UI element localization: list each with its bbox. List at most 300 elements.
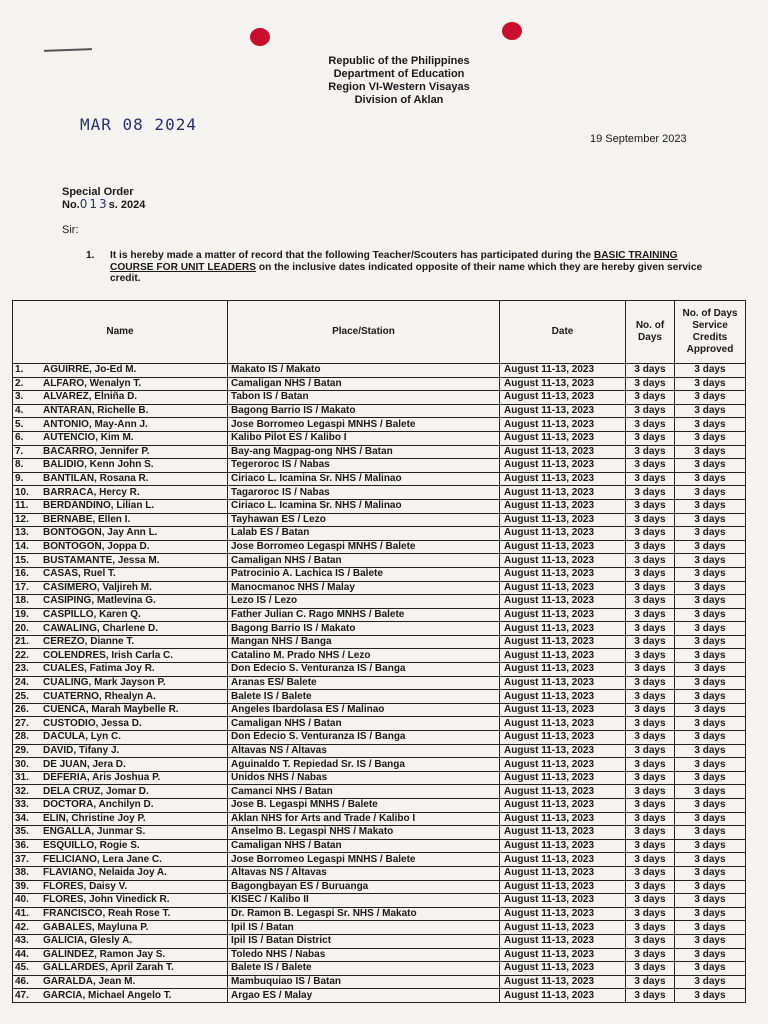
cell-credits: 3 days — [675, 459, 746, 473]
cell-place: Ciriaco L. Icamina Sr. NHS / Malinao — [228, 472, 500, 486]
participant-name: ALVAREZ, Elniña D. — [43, 391, 138, 403]
participant-name: BERNABE, Ellen I. — [43, 513, 131, 525]
table-row — [13, 404, 746, 418]
participant-name: ESQUILLO, Rogie S. — [43, 840, 140, 852]
cell-credits: 3 days — [675, 894, 746, 908]
cell-days: 3 days — [626, 812, 675, 826]
cell-date: August 11-13, 2023 — [500, 635, 626, 649]
cell-credits: 3 days — [675, 921, 746, 935]
cell-place: Tagaroroc IS / Nabas — [228, 486, 500, 500]
participant-name: GARCIA, Michael Angelo T. — [43, 989, 172, 1001]
cell-name — [13, 649, 228, 663]
row-number: 20. — [15, 622, 29, 634]
participant-name: CUALING, Mark Jayson P. — [43, 676, 166, 688]
cell-date: August 11-13, 2023 — [500, 445, 626, 459]
cell-date: August 11-13, 2023 — [500, 894, 626, 908]
table-row — [13, 581, 746, 595]
row-number: 10. — [15, 486, 29, 498]
cell-place: Altavas NS / Altavas — [228, 866, 500, 880]
cell-date: August 11-13, 2023 — [500, 948, 626, 962]
table-row — [13, 799, 746, 813]
cell-days: 3 days — [626, 717, 675, 731]
cell-date: August 11-13, 2023 — [500, 690, 626, 704]
row-number: 41. — [15, 908, 29, 920]
cell-place: Ipil IS / Batan — [228, 921, 500, 935]
cell-name — [13, 635, 228, 649]
table-row — [13, 839, 746, 853]
row-number: 27. — [15, 717, 29, 729]
cell-credits: 3 days — [675, 499, 746, 513]
cell-credits: 3 days — [675, 826, 746, 840]
letterhead-line-3: Region VI-Western Visayas — [328, 81, 470, 93]
cell-name — [13, 785, 228, 799]
table-row — [13, 445, 746, 459]
cell-credits: 3 days — [675, 472, 746, 486]
table-row — [13, 554, 746, 568]
table-row — [13, 785, 746, 799]
participant-name: ELIN, Christine Joy P. — [43, 812, 146, 824]
cell-date: August 11-13, 2023 — [500, 364, 626, 378]
row-number: 18. — [15, 595, 29, 607]
row-number: 24. — [15, 676, 29, 688]
cell-days: 3 days — [626, 445, 675, 459]
row-number: 29. — [15, 744, 29, 756]
punch-hole-left — [250, 28, 270, 46]
cell-name — [13, 445, 228, 459]
cell-credits: 3 days — [675, 812, 746, 826]
cell-days: 3 days — [626, 486, 675, 500]
row-number: 7. — [15, 445, 24, 457]
cell-name — [13, 703, 228, 717]
table-row — [13, 758, 746, 772]
cell-name — [13, 364, 228, 378]
row-number: 8. — [15, 459, 24, 471]
cell-name — [13, 989, 228, 1003]
letterhead-line-1: Republic of the Philippines — [328, 55, 470, 67]
cell-place: Bay-ang Magpag-ong NHS / Batan — [228, 445, 500, 459]
table-row — [13, 676, 746, 690]
table-row — [13, 540, 746, 554]
cell-date: August 11-13, 2023 — [500, 771, 626, 785]
participant-name: CASIMERO, Valjireh M. — [43, 581, 152, 593]
cell-date: August 11-13, 2023 — [500, 581, 626, 595]
row-number: 19. — [15, 608, 29, 620]
cell-date: August 11-13, 2023 — [500, 595, 626, 609]
cell-credits: 3 days — [675, 554, 746, 568]
cell-credits: 3 days — [675, 540, 746, 554]
cell-name — [13, 771, 228, 785]
cell-date: August 11-13, 2023 — [500, 812, 626, 826]
cell-place: Dr. Ramon B. Legaspi Sr. NHS / Makato — [228, 907, 500, 921]
row-number: 28. — [15, 731, 29, 743]
cell-place: Makato IS / Makato — [228, 364, 500, 378]
cell-date: August 11-13, 2023 — [500, 744, 626, 758]
paragraph-number: 1. — [86, 250, 95, 261]
cell-name — [13, 527, 228, 541]
cell-place: Bagong Barrio IS / Makato — [228, 404, 500, 418]
header-name: Name — [13, 301, 228, 364]
table-row — [13, 907, 746, 921]
participant-name: DEFERIA, Aris Joshua P. — [43, 772, 161, 784]
participant-name: BACARRO, Jennifer P. — [43, 445, 150, 457]
table-row — [13, 975, 746, 989]
header-date: Date — [500, 301, 626, 364]
row-number: 12. — [15, 513, 29, 525]
cell-date: August 11-13, 2023 — [500, 989, 626, 1003]
participant-name: BERDANDINO, Lilian L. — [43, 500, 155, 512]
table-row — [13, 962, 746, 976]
cell-place: Mambuquiao IS / Batan — [228, 975, 500, 989]
cell-credits: 3 days — [675, 567, 746, 581]
cell-credits: 3 days — [675, 649, 746, 663]
cell-credits: 3 days — [675, 622, 746, 636]
cell-credits: 3 days — [675, 581, 746, 595]
cell-credits: 3 days — [675, 962, 746, 976]
cell-days: 3 days — [626, 554, 675, 568]
cell-name — [13, 853, 228, 867]
cell-days: 3 days — [626, 962, 675, 976]
participant-name: BALIDIO, Kenn John S. — [43, 459, 154, 471]
cell-days: 3 days — [626, 431, 675, 445]
cell-credits: 3 days — [675, 880, 746, 894]
participants-table — [12, 300, 746, 1003]
cell-days: 3 days — [626, 622, 675, 636]
cell-date: August 11-13, 2023 — [500, 513, 626, 527]
cell-days: 3 days — [626, 513, 675, 527]
row-number: 26. — [15, 704, 29, 716]
cell-place: Lezo IS / Lezo — [228, 595, 500, 609]
participant-name: BARRACA, Hercy R. — [43, 486, 140, 498]
cell-days: 3 days — [626, 894, 675, 908]
cell-days: 3 days — [626, 731, 675, 745]
cell-date: August 11-13, 2023 — [500, 527, 626, 541]
cell-days: 3 days — [626, 377, 675, 391]
cell-credits: 3 days — [675, 785, 746, 799]
cell-credits: 3 days — [675, 608, 746, 622]
cell-days: 3 days — [626, 527, 675, 541]
cell-credits: 3 days — [675, 934, 746, 948]
table-row — [13, 731, 746, 745]
cell-days: 3 days — [626, 880, 675, 894]
row-number: 17. — [15, 581, 29, 593]
cell-days: 3 days — [626, 404, 675, 418]
cell-days: 3 days — [626, 921, 675, 935]
special-order-no-label: No. — [62, 199, 80, 211]
cell-name — [13, 431, 228, 445]
cell-date: August 11-13, 2023 — [500, 934, 626, 948]
cell-days: 3 days — [626, 635, 675, 649]
cell-days: 3 days — [626, 799, 675, 813]
cell-place: Kalibo Pilot ES / Kalibo I — [228, 431, 500, 445]
cell-credits: 3 days — [675, 513, 746, 527]
cell-days: 3 days — [626, 581, 675, 595]
row-number: 3. — [15, 391, 24, 403]
table-row — [13, 948, 746, 962]
table-row — [13, 377, 746, 391]
table-header-row — [13, 301, 746, 364]
cell-place: Camaligan NHS / Batan — [228, 377, 500, 391]
participant-name: FLORES, Daisy V. — [43, 880, 128, 892]
row-number: 4. — [15, 405, 24, 417]
cell-date: August 11-13, 2023 — [500, 785, 626, 799]
cell-name — [13, 975, 228, 989]
cell-days: 3 days — [626, 907, 675, 921]
row-number: 36. — [15, 840, 29, 852]
table-row — [13, 459, 746, 473]
row-number: 40. — [15, 894, 29, 906]
cell-days: 3 days — [626, 418, 675, 432]
cell-days: 3 days — [626, 703, 675, 717]
cell-place: Camaligan NHS / Batan — [228, 839, 500, 853]
table-row — [13, 934, 746, 948]
cell-place: Tayhawan ES / Lezo — [228, 513, 500, 527]
document-date: 19 September 2023 — [590, 133, 687, 145]
cell-place: Balete IS / Balete — [228, 690, 500, 704]
cell-place: Jose B. Legaspi MNHS / Balete — [228, 799, 500, 813]
participant-name: FLORES, John Vinedick R. — [43, 894, 170, 906]
cell-place: Don Edecio S. Venturanza IS / Banga — [228, 663, 500, 677]
cell-name — [13, 839, 228, 853]
cell-credits: 3 days — [675, 364, 746, 378]
table-row — [13, 513, 746, 527]
cell-date: August 11-13, 2023 — [500, 472, 626, 486]
table-row — [13, 595, 746, 609]
cell-credits: 3 days — [675, 866, 746, 880]
cell-name — [13, 907, 228, 921]
cell-credits: 3 days — [675, 663, 746, 677]
cell-name — [13, 812, 228, 826]
cell-date: August 11-13, 2023 — [500, 717, 626, 731]
cell-date: August 11-13, 2023 — [500, 459, 626, 473]
cell-credits: 3 days — [675, 799, 746, 813]
cell-name — [13, 758, 228, 772]
participant-name: DOCTORA, Anchilyn D. — [43, 799, 154, 811]
cell-days: 3 days — [626, 690, 675, 704]
participant-name: GABALES, Mayluna P. — [43, 921, 149, 933]
special-order-block — [62, 186, 145, 211]
special-order-title: Special Order — [62, 186, 134, 198]
cell-place: Bagong Barrio IS / Makato — [228, 622, 500, 636]
row-number: 13. — [15, 527, 29, 539]
cell-days: 3 days — [626, 758, 675, 772]
row-number: 14. — [15, 541, 29, 553]
participant-name: DAVID, Tifany J. — [43, 744, 120, 756]
cell-place: KISEC / Kalibo II — [228, 894, 500, 908]
table-row — [13, 472, 746, 486]
row-number: 23. — [15, 663, 29, 675]
row-number: 2. — [15, 377, 24, 389]
row-number: 44. — [15, 948, 29, 960]
cell-date: August 11-13, 2023 — [500, 826, 626, 840]
participant-name: FLAVIANO, Nelaida Joy A. — [43, 867, 167, 879]
participant-name: ALFARO, Wenalyn T. — [43, 377, 142, 389]
cell-name — [13, 731, 228, 745]
participant-name: ENGALLA, Junmar S. — [43, 826, 146, 838]
cell-place: Tegeroroc IS / Nabas — [228, 459, 500, 473]
cell-days: 3 days — [626, 975, 675, 989]
participant-name: CUSTODIO, Jessa D. — [43, 717, 142, 729]
table-row — [13, 567, 746, 581]
row-number: 1. — [15, 364, 24, 376]
cell-credits: 3 days — [675, 418, 746, 432]
row-number: 42. — [15, 921, 29, 933]
cell-date: August 11-13, 2023 — [500, 853, 626, 867]
cell-name — [13, 717, 228, 731]
cell-days: 3 days — [626, 391, 675, 405]
cell-credits: 3 days — [675, 391, 746, 405]
cell-name — [13, 676, 228, 690]
cell-name — [13, 921, 228, 935]
cell-name — [13, 934, 228, 948]
salutation: Sir: — [62, 224, 79, 236]
cell-date: August 11-13, 2023 — [500, 880, 626, 894]
row-number: 37. — [15, 853, 29, 865]
cell-name — [13, 418, 228, 432]
cell-place: Jose Borromeo Legaspi MNHS / Balete — [228, 418, 500, 432]
participant-name: BANTILAN, Rosana R. — [43, 473, 149, 485]
cell-days: 3 days — [626, 676, 675, 690]
table-row — [13, 431, 746, 445]
table-row — [13, 880, 746, 894]
cell-date: August 11-13, 2023 — [500, 799, 626, 813]
cell-credits: 3 days — [675, 731, 746, 745]
cell-place: Ciriaco L. Icamina Sr. NHS / Malinao — [228, 499, 500, 513]
cell-name — [13, 391, 228, 405]
cell-name — [13, 472, 228, 486]
header-days: No. of Days — [626, 301, 675, 364]
cell-date: August 11-13, 2023 — [500, 649, 626, 663]
cell-name — [13, 459, 228, 473]
cell-credits: 3 days — [675, 377, 746, 391]
header-credits: No. of Days Service Credits Approved — [675, 301, 746, 364]
cell-date: August 11-13, 2023 — [500, 703, 626, 717]
table-row — [13, 826, 746, 840]
cell-date: August 11-13, 2023 — [500, 567, 626, 581]
cell-days: 3 days — [626, 989, 675, 1003]
cell-days: 3 days — [626, 853, 675, 867]
cell-days: 3 days — [626, 826, 675, 840]
cell-days: 3 days — [626, 595, 675, 609]
participant-name: CASPILLO, Karen Q. — [43, 608, 141, 620]
cell-place: Patrocinio A. Lachica IS / Balete — [228, 567, 500, 581]
cell-place: Balete IS / Balete — [228, 962, 500, 976]
cell-days: 3 days — [626, 567, 675, 581]
cell-place: Lalab ES / Batan — [228, 527, 500, 541]
participant-name: CASAS, Ruel T. — [43, 568, 116, 580]
cell-place: Aranas ES/ Balete — [228, 676, 500, 690]
cell-name — [13, 404, 228, 418]
row-number: 31. — [15, 772, 29, 784]
row-number: 34. — [15, 812, 29, 824]
cell-days: 3 days — [626, 744, 675, 758]
cell-name — [13, 608, 228, 622]
cell-credits: 3 days — [675, 758, 746, 772]
cell-date: August 11-13, 2023 — [500, 418, 626, 432]
cell-name — [13, 962, 228, 976]
table-row — [13, 989, 746, 1003]
cell-date: August 11-13, 2023 — [500, 921, 626, 935]
participant-name: GALLARDES, April Zarah T. — [43, 962, 174, 974]
cell-date: August 11-13, 2023 — [500, 758, 626, 772]
cell-days: 3 days — [626, 771, 675, 785]
paragraph-text-before: It is hereby made a matter of record that the following Teacher/Scouters has participated during the — [110, 250, 591, 261]
cell-name — [13, 540, 228, 554]
cell-date: August 11-13, 2023 — [500, 731, 626, 745]
participant-name: BONTOGON, Joppa D. — [43, 541, 150, 553]
cell-date: August 11-13, 2023 — [500, 377, 626, 391]
participant-name: DE JUAN, Jera D. — [43, 758, 126, 770]
table-row — [13, 812, 746, 826]
row-number: 38. — [15, 867, 29, 879]
table-row — [13, 663, 746, 677]
participant-name: ANTONIO, May-Ann J. — [43, 418, 148, 430]
cell-place: Ipil IS / Batan District — [228, 934, 500, 948]
cell-days: 3 days — [626, 839, 675, 853]
participant-name: GARALDA, Jean M. — [43, 976, 136, 988]
cell-date: August 11-13, 2023 — [500, 839, 626, 853]
cell-credits: 3 days — [675, 703, 746, 717]
participant-name: CAWALING, Charlene D. — [43, 622, 159, 634]
cell-name — [13, 799, 228, 813]
table-row — [13, 608, 746, 622]
cell-days: 3 days — [626, 934, 675, 948]
row-number: 39. — [15, 880, 29, 892]
special-order-series: s. 2024 — [108, 199, 146, 211]
table-row — [13, 527, 746, 541]
cell-credits: 3 days — [675, 771, 746, 785]
cell-days: 3 days — [626, 459, 675, 473]
cell-name — [13, 894, 228, 908]
cell-name — [13, 486, 228, 500]
cell-credits: 3 days — [675, 431, 746, 445]
participant-name: FRANCISCO, Reah Rose T. — [43, 908, 171, 920]
paragraph-text-after: on the inclusive dates indicated opposite of their name which they are hereby given service credit. — [110, 261, 703, 284]
table-row — [13, 703, 746, 717]
participant-name: ANTARAN, Richelle B. — [43, 405, 149, 417]
cell-days: 3 days — [626, 948, 675, 962]
cell-place: Catalino M. Prado NHS / Lezo — [228, 649, 500, 663]
row-number: 30. — [15, 758, 29, 770]
row-number: 33. — [15, 799, 29, 811]
cell-date: August 11-13, 2023 — [500, 431, 626, 445]
cell-place: Manocmanoc NHS / Malay — [228, 581, 500, 595]
cell-name — [13, 880, 228, 894]
participant-name: BUSTAMANTE, Jessa M. — [43, 554, 160, 566]
table-row — [13, 744, 746, 758]
cell-name — [13, 595, 228, 609]
cell-place: Don Edecio S. Venturanza IS / Banga — [228, 731, 500, 745]
cell-date: August 11-13, 2023 — [500, 975, 626, 989]
cell-name — [13, 499, 228, 513]
cell-days: 3 days — [626, 499, 675, 513]
letterhead — [0, 55, 768, 107]
punch-hole-right — [502, 22, 522, 40]
cell-date: August 11-13, 2023 — [500, 866, 626, 880]
table-row — [13, 486, 746, 500]
table-row — [13, 921, 746, 935]
cell-place: Father Julian C. Rago MNHS / Balete — [228, 608, 500, 622]
cell-credits: 3 days — [675, 717, 746, 731]
received-stamp: MAR 08 2024 — [80, 115, 197, 134]
row-number: 25. — [15, 690, 29, 702]
cell-place: Aklan NHS for Arts and Trade / Kalibo I — [228, 812, 500, 826]
row-number: 43. — [15, 935, 29, 947]
participant-name: GALINDEZ, Ramon Jay S. — [43, 948, 166, 960]
participant-name: FELICIANO, Lera Jane C. — [43, 853, 162, 865]
row-number: 15. — [15, 554, 29, 566]
cell-credits: 3 days — [675, 595, 746, 609]
cell-name — [13, 622, 228, 636]
